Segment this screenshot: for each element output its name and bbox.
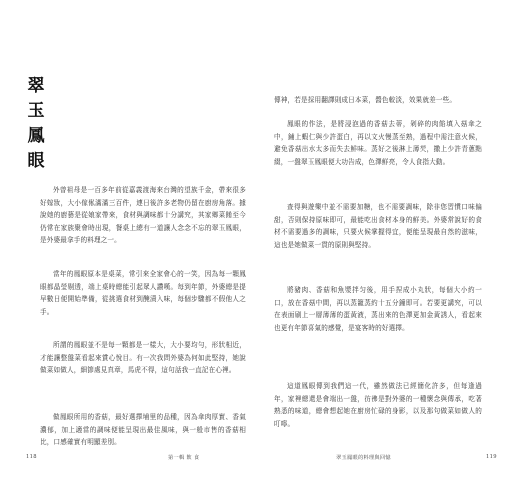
paragraph: 當年的鳳眼原本是桌菜，常引來全家會心的一笑，因為每一顆鳳眼都晶瑩剔透，端上桌時總能引起眾人讚嘆。每到年節，外婆總是提早數日便開始準備，從挑選食材到醃漬入味，每個步驟都不假他人之手。 (40, 270, 246, 316)
paragraph: 所謂的鳳眼並不是每一顆都是一樣大，大小要均勻，形狀相近，才能讓整盤菜看起來賞心悅目。有一次我問外婆為何如此堅持，她說做菜如做人，細節處見真章，馬虎不得，這句話我一直記在心裡。 (40, 341, 246, 375)
paragraph: 外曾祖母是一百多年前從嘉義渡海來台灣的望族千金，帶來很多好嫁妝，大小傢俬滿滿三百件，連日後許多老物仍留在廚房角落。據說她的廚藝是從娘家帶來，食材與調味都十分講究，其家鄉菜餚至今仍常在家族聚會時出現，餐桌上總有一道讓人念念不忘的翠玉鳳眼，是外婆最拿手的料理之一。 (40, 186, 246, 245)
page-number: 118 (26, 454, 37, 460)
running-head: 翠玉鳳眼的料理與回憶 (336, 455, 391, 461)
running-head: 第一輯 飲 食 (168, 455, 200, 461)
title-char: 玉 (27, 101, 45, 121)
paragraph: 鳳眼的作法，是將浸泡過的香菇去蒂，剁碎的肉餡填入菇傘之中，鋪上蝦仁與少許蛋白，再以文火慢蒸至熟，過程中需注意火候，避免香菇出水太多而失去鮮味。蒸好之後淋上薄芡，撒上少許青蔥點綴，一盤翠玉鳳眼便大功告成，色澤鮮亮，令人食指大動。 (274, 120, 482, 166)
paragraph: 查得與遊樂中並不需要加糖，也不需要調味，除非您習慣口味偏甜，否則保持原味即可，最能吃出食材本身的鮮美。外婆常說好的食材不需要過多的調味，只要火候掌握得宜，便能呈現最自然的滋味，這也是她做菜一貫的原則與堅持。 (274, 203, 482, 249)
paragraph: 將豬肉、香菇和魚漿拌匀後，用手捏成小丸狀，每個大小約一口，放在香菇中間，再以蒸籠蒸約十五分鐘即可。若要更講究，可以在表面刷上一層薄薄的蛋黃液，蒸出來的色澤更加金黃誘人，看起來也更有年節喜氣的感覺，是宴客時的好選擇。 (274, 286, 482, 332)
paragraph: 做鳳眼所用的香菇，最好選擇埔里的品種，因為傘肉厚實、香氣濃郁，加上適當的調味便能呈現出最佳風味，與一般市售的香菇相比，口感確實有明顯差別。 (40, 413, 246, 447)
paragraph: 這道鳳眼傳到我們這一代，雖然做法已經簡化許多，但每逢過年，家裡總還是會端出一盤，彷彿是對外婆的一種懷念與傳承，吃著熟悉的味道，總會想起她在廚房忙碌的身影，以及那句做菜如做人的叮嚀。 (274, 382, 482, 428)
chapter-title (26, 74, 46, 174)
title-char: 眼 (27, 151, 45, 171)
page-number: 119 (486, 454, 497, 460)
title-char: 鳳 (27, 126, 45, 146)
paragraph: 傳神，若是採用翻譯則成日本菜，醬色較淡，效果就差一些。 (274, 96, 457, 104)
title-char: 翠 (27, 76, 45, 96)
right-page (260, 0, 520, 500)
